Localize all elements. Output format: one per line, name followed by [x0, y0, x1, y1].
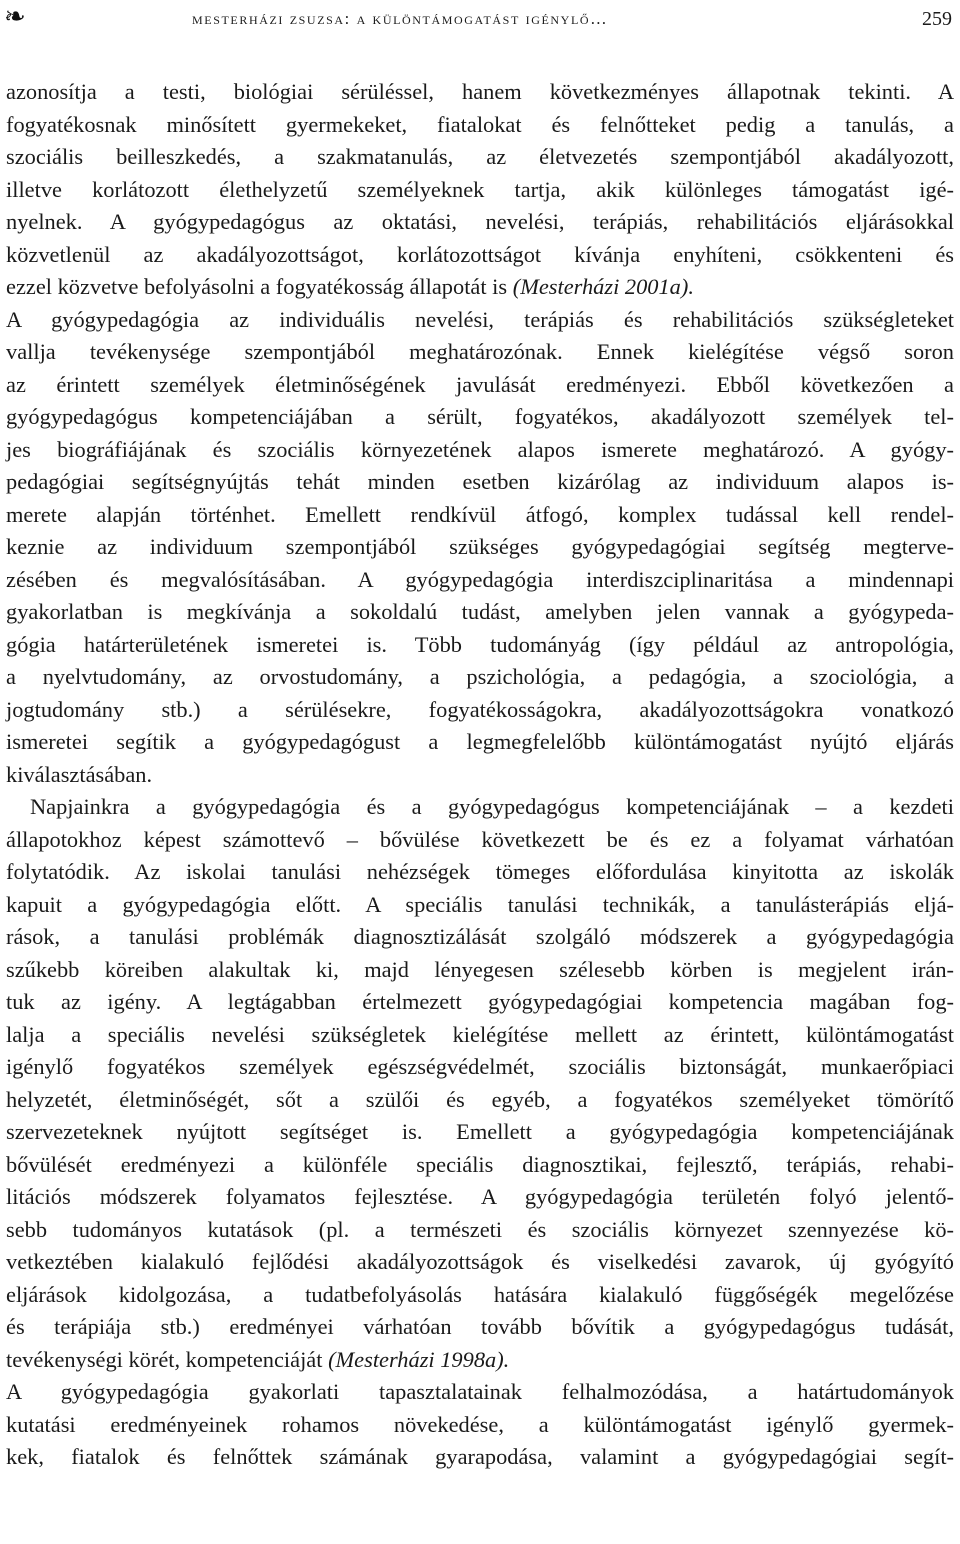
text-line: gógia határterületének ismeretei is. Több tudományág (így például az antropológia, [6, 631, 954, 657]
text-segment: ezzel közvetve befolyásolni a fogyatékosság állapotát is [6, 274, 508, 299]
text-line: kek, fiatalok és felnőttek számának gyarapodása, valamint a gyógypedagógiai segít- [6, 1444, 954, 1469]
text-line: állapotokhoz képest számottevő – bővülése következett be és ez a folyamat várhatóan [6, 826, 954, 852]
text-line: fogyatékosnak minősített gyermekeket, fiatalokat és felnőtteket pedig a tanulás, a [6, 111, 954, 137]
text-line: gyakorlatban is megkívánja a sokoldalú tudást, amelyben jelen vannak a gyógypeda- [6, 599, 954, 624]
text-line: eljárások kidolgozása, a tudatbefolyásolás hatására kialakuló függőségék megelőzése [6, 1281, 954, 1307]
text-line: bővülését eredményezi a különféle speciális diagnosztikai, fejlesztő, terápiás, rehabi- [6, 1151, 954, 1177]
text-line: kiválasztásában. [6, 761, 153, 787]
text-line: pedagógiai segítségnyújtás tehát minden esetben kizárólag az individuum alapos is- [6, 469, 954, 494]
text-line: tuk az igény. A legtágabban értelmezett gyógypedagógiai kompetencia magában fog- [6, 989, 954, 1014]
text-line: Napjainkra a gyógypedagógia és a gyógypedagógus kompetenciájának – a kezdeti [30, 794, 954, 819]
text-line: jes biográfiájának és szociális környezetének alapos ismerete meghatározó. A gyógy- [6, 436, 954, 462]
citation: (Mesterházi 2001a). [512, 274, 694, 299]
text-segment: tevékenységi körét, kompetenciáját [6, 1346, 323, 1372]
text-line: ismeretei segítik a gyógypedagógust a legmegfelelőbb különtámogatást nyújtó eljárás [6, 729, 954, 754]
text-line: vetkeztében kialakuló fejlődési akadályozottságok és viselkedési zavarok, új gyógyító [6, 1249, 954, 1274]
citation: (Mesterházi 1998a). [328, 1346, 510, 1372]
text-line: litációs módszerek folyamatos fejlesztése. A gyógypedagógia területén folyó jelentő- [6, 1184, 954, 1209]
text-line: szervezeteknek nyújtott segítséget is. Emellett a gyógypedagógia kompetenciájának [6, 1119, 954, 1144]
text-line: helyzetét, életminőségét, sőt a szülői és egyéb, a fogyatékos személyeket tömörítő [6, 1086, 954, 1112]
text-line: zésében és megvalósításában. A gyógypedagógia interdiszciplinaritása a mindennapi [6, 566, 954, 592]
text-line: közvetlenül az akadályozottságot, korlátozottságot kívánja enyhíteni, csökkenteni és [6, 241, 954, 267]
text-line: vallja tevékenysége szempontjából meghatározónak. Ennek kielégítése végső soron [6, 339, 954, 364]
text-line: szociális beilleszkedés, a szakmatanulás, az életvezetés szempontjából akadályozott, [6, 144, 954, 169]
page-number: 259 [922, 8, 952, 30]
text-line: rások, a tanulási problémák diagnosztizálását szolgáló módszerek a gyógypedagógia [6, 924, 954, 949]
text-line: keznie az individuum szempontjából szükséges gyógypedagógiai segítség megterve- [6, 534, 954, 559]
running-title: mesterházi zsuzsa: a különtámogatást igénylő… [192, 9, 609, 28]
text-line: folytatódik. Az iskolai tanulási nehézségek tömeges előfordulása kinyitotta az iskolák [6, 859, 954, 884]
running-header [0, 0, 960, 50]
text-line: A gyógypedagógia az individuális nevelési, terápiás és rehabilitációs szükségleteket [6, 306, 954, 332]
text-line: kapuit a gyógypedagógia előtt. A speciális tanulási technikák, a tanulásterápiás eljá- [6, 891, 954, 917]
text-line: gyógypedagógus kompetenciájában a sérült, fogyatékos, akadályozott személyek tel- [6, 404, 954, 429]
text-line: merete alapján történhet. Emellett rendkívül átfogó, komplex tudással kell rendel- [6, 501, 954, 527]
text-line [6, 271, 954, 304]
text-line: szűkebb köreiben alakultak ki, majd lényegesen szélesebb körben is megjelent irán- [6, 956, 954, 982]
text-line: lalja a speciális nevelési szükségletek kielégítése mellett az érintett, különtámogatást [6, 1021, 954, 1047]
body-text [6, 76, 954, 1474]
fleuron-ornament-icon: ❧ [4, 2, 26, 32]
text-line: nyelnek. A gyógypedagógus az oktatási, nevelési, terápiás, rehabilitációs eljárásokkal [6, 209, 954, 234]
text-line: igénylő fogyatékos személyek egészségvédelmét, szociális biztonságát, munkaerőpiaci [6, 1054, 954, 1079]
text-line: jogtudomány stb.) a sérülésekre, fogyatékosságokra, akadályozottságokra vonatkozó [6, 696, 954, 722]
text-line: az érintett személyek életminőségének javulását eredményezi. Ebből következően a [6, 371, 954, 397]
text-line: a nyelvtudomány, az orvostudomány, a pszichológia, a pedagógia, a szociológia, a [6, 664, 954, 689]
text-line: A gyógypedagógia gyakorlati tapasztalatainak felhalmozódása, a határtudományok [6, 1379, 954, 1404]
text-line: és terápiája stb.) eredményei várhatóan tovább bővítik a gyógypedagógus tudását, [6, 1314, 954, 1339]
text-line: sebb tudományos kutatások (pl. a természeti és szociális környezet szennyezése kö- [6, 1216, 954, 1242]
text-line: azonosítja a testi, biológiai sérüléssel, hanem következményes állapotnak tekinti. A [6, 79, 954, 104]
text-line: illetve korlátozott élethelyzetű személyeknek tartja, akik különleges támogatást igé- [6, 176, 954, 202]
text-line [6, 1344, 954, 1377]
text-line: kutatási eredményeinek rohamos növekedése, a különtámogatást igénylő gyermek- [6, 1411, 954, 1437]
